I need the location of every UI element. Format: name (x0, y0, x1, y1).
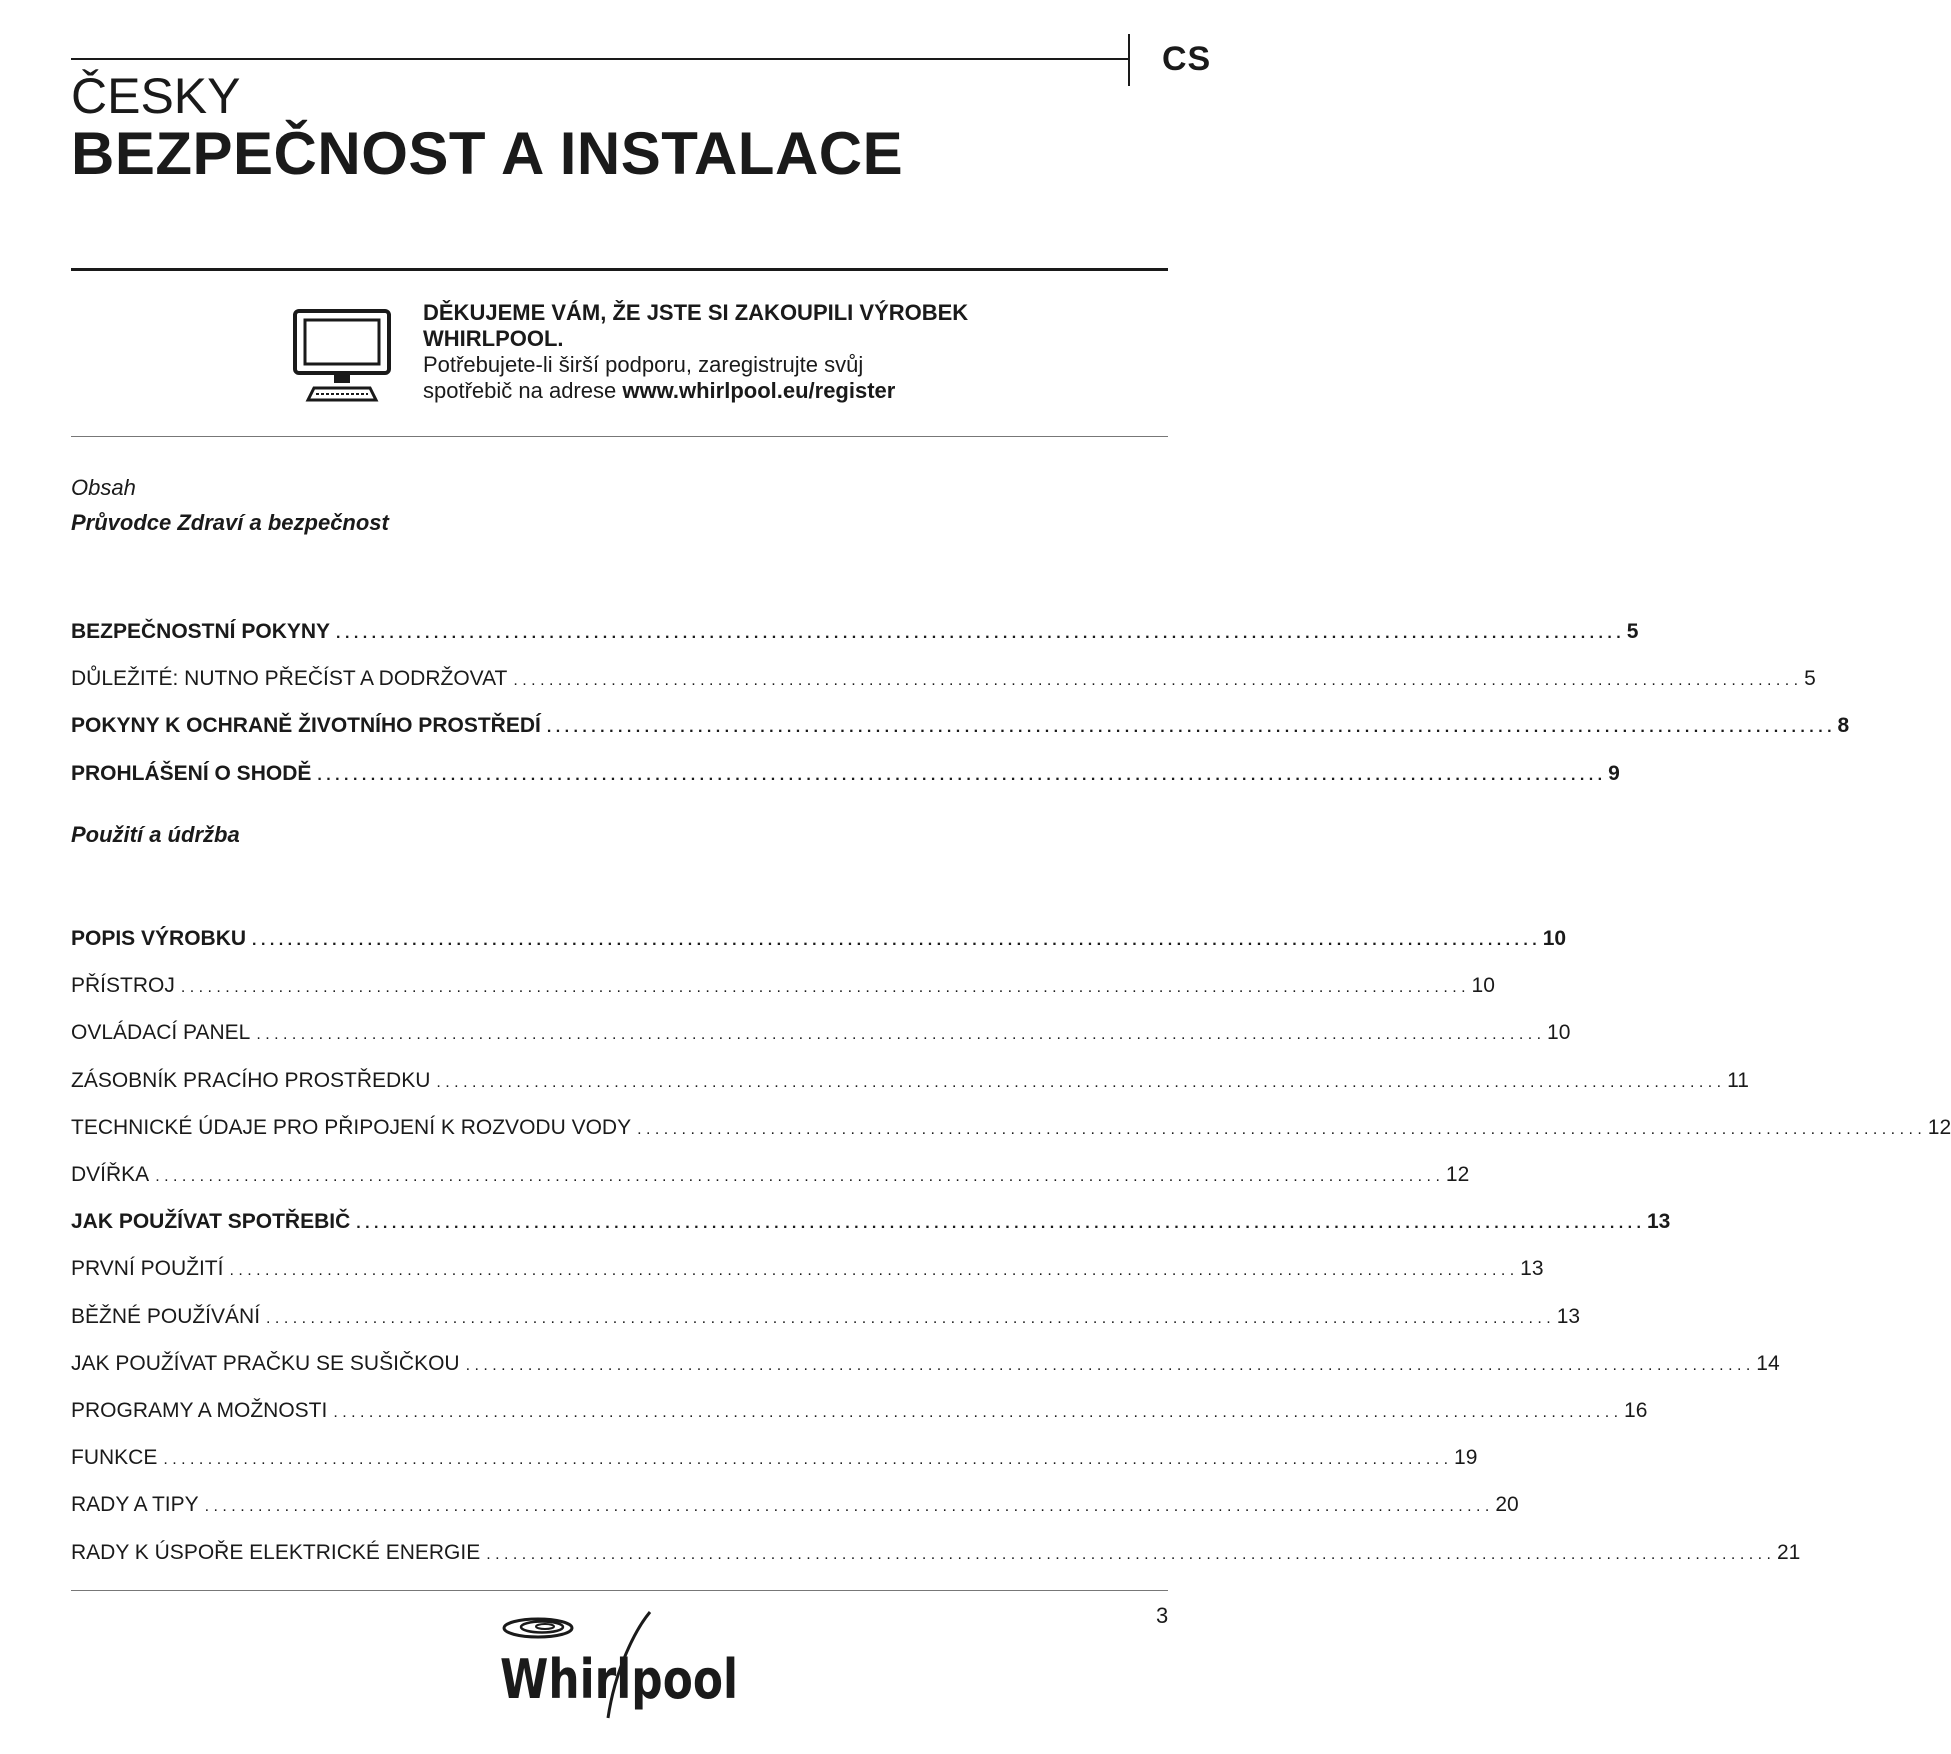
document-title: BEZPEČNOST A INSTALACE (71, 120, 904, 187)
language-code: CS (1162, 40, 1212, 78)
register-rule (71, 436, 1168, 437)
toc-leader-dots (547, 711, 1832, 743)
toc-entry[interactable] (71, 711, 1850, 741)
toc-entry-title: TECHNICKÉ ÚDAJE PRO PŘIPOJENÍ K ROZVODU VODY (71, 1115, 632, 1139)
toc-entry-page: 16 (1624, 1399, 1648, 1422)
toc-entry-page: 8 (1837, 714, 1850, 738)
toc-entry[interactable] (71, 617, 1639, 647)
monitor-icon (292, 308, 392, 403)
toc-entry-title: PROGRAMY A MOŽNOSTI (71, 1399, 328, 1422)
toc-entry[interactable] (71, 1160, 1470, 1190)
toc-entry[interactable] (71, 1207, 1671, 1237)
toc-entry-title: BĚŽNÉ POUŽÍVÁNÍ (71, 1304, 261, 1328)
toc-entry[interactable] (71, 1018, 1571, 1048)
language-name: ČESKY (71, 68, 241, 124)
toc-entry[interactable] (71, 971, 1495, 1001)
toc-entry-page: 21 (1776, 1540, 1801, 1564)
toc-entry-title: FUNKCE (71, 1446, 158, 1470)
header-divider (1128, 34, 1130, 86)
toc-entry-title: RADY A TIPY (71, 1493, 199, 1517)
toc-entry-title: DŮLEŽITÉ: NUTNO PŘEČÍST A DODRŽOVAT (71, 667, 508, 691)
toc-entry-title: BEZPEČNOSTNÍ POKYNY (71, 620, 331, 643)
toc-entry-page: 10 (1471, 974, 1495, 998)
toc-entry[interactable] (71, 759, 1620, 789)
toc-entry-title: JAK POUŽÍVAT SPOTŘEBIČ (71, 1210, 351, 1234)
toc-leader-dots (466, 1349, 1751, 1381)
toc-entry-page: 9 (1608, 761, 1620, 785)
toc-entry-page: 13 (1646, 1210, 1671, 1234)
toc-entry-page: 10 (1547, 1021, 1571, 1045)
toc-leader-dots (436, 1066, 1721, 1098)
thanks-line-1: DĚKUJEME VÁM, ŽE JSTE SI ZAKOUPILI VÝROBEK (423, 300, 969, 325)
thanks-line-2: WHIRLPOOL. (423, 326, 564, 351)
toc-entry-page: 5 (1626, 620, 1639, 643)
toc-leader-dots (252, 924, 1537, 956)
page-number: 3 (1156, 1603, 1169, 1628)
toc-entry-title: RADY K ÚSPOŘE ELEKTRICKÉ ENERGIE (71, 1540, 481, 1564)
toc-entry[interactable] (71, 664, 1816, 694)
toc-leader-dots (256, 1018, 1541, 1050)
toc-entry[interactable] (71, 1066, 1749, 1096)
toc-entry[interactable] (71, 1396, 1648, 1426)
toc-entry[interactable] (71, 924, 1567, 954)
toc-leader-dots (336, 617, 1621, 649)
register-line (423, 378, 1143, 404)
toc-entry-title: ZÁSOBNÍK PRACÍHO PROSTŘEDKU (71, 1068, 431, 1092)
toc-entry-page: 10 (1542, 927, 1567, 950)
toc-leader-dots (637, 1113, 1922, 1145)
toc-entry-title: POPIS VÝROBKU (71, 927, 247, 950)
toc-entry-title: POKYNY K OCHRANĚ ŽIVOTNÍHO PROSTŘEDÍ (71, 714, 541, 738)
toc-entry-page: 20 (1495, 1493, 1519, 1517)
toc-entry[interactable] (71, 1538, 1801, 1568)
toc-leader-dots (513, 664, 1798, 696)
toc-entry-title: DVÍŘKA (71, 1163, 150, 1186)
toc-entry-title: PŘÍSTROJ (71, 974, 175, 998)
support-line: Potřebujete-li širší podporu, zaregistrujte svůj (423, 352, 864, 377)
toc-leader-dots (333, 1396, 1618, 1428)
toc-entry-page: 12 (1927, 1115, 1951, 1139)
toc-entry-title: PRVNÍ POUŽITÍ (71, 1257, 224, 1281)
toc-entry-page: 12 (1445, 1163, 1470, 1186)
top-rule (71, 58, 1128, 60)
whirlpool-logo (500, 1610, 750, 1720)
section-title: Průvodce Zdraví a bezpečnost (71, 510, 389, 535)
toc-entry-page: 14 (1756, 1351, 1780, 1375)
toc-entry-page: 13 (1520, 1257, 1544, 1281)
toc-leader-dots (163, 1443, 1448, 1475)
toc-leader-dots (356, 1207, 1641, 1239)
toc-entry[interactable] (71, 1349, 1780, 1379)
toc-entry-page: 13 (1556, 1304, 1581, 1328)
toc-leader-dots (317, 759, 1602, 791)
toc-entry[interactable] (71, 1490, 1519, 1520)
toc-entry[interactable] (71, 1113, 1951, 1143)
toc-entry-title: OVLÁDACÍ PANEL (71, 1021, 251, 1045)
title-rule (71, 268, 1168, 271)
toc-leader-dots (181, 971, 1466, 1003)
register-link[interactable]: www.whirlpool.eu/register (622, 378, 896, 403)
toc-leader-dots (266, 1302, 1551, 1334)
section-title: Použití a údržba (71, 822, 240, 847)
contents-label: Obsah (71, 475, 136, 500)
toc-entry-page: 19 (1454, 1446, 1478, 1470)
toc-leader-dots (229, 1254, 1514, 1286)
toc-entry-title: JAK POUŽÍVAT PRAČKU SE SUŠIČKOU (71, 1351, 460, 1375)
toc-entry[interactable] (71, 1443, 1478, 1473)
register-prefix: spotřebič na adrese (423, 378, 623, 403)
toc-entry-title: PROHLÁŠENÍ O SHODĚ (71, 761, 312, 785)
toc-leader-dots (486, 1538, 1771, 1570)
toc-entry-page: 11 (1727, 1068, 1749, 1092)
toc-entry[interactable] (71, 1302, 1581, 1332)
svg-text:Whirlpool: Whirlpool (500, 1648, 738, 1711)
toc-leader-dots (155, 1160, 1440, 1192)
footer-rule (71, 1590, 1168, 1591)
toc-entry-page: 5 (1804, 667, 1816, 691)
toc-entry[interactable] (71, 1254, 1544, 1284)
toc-leader-dots (205, 1490, 1490, 1522)
registration-notice (423, 300, 1143, 404)
